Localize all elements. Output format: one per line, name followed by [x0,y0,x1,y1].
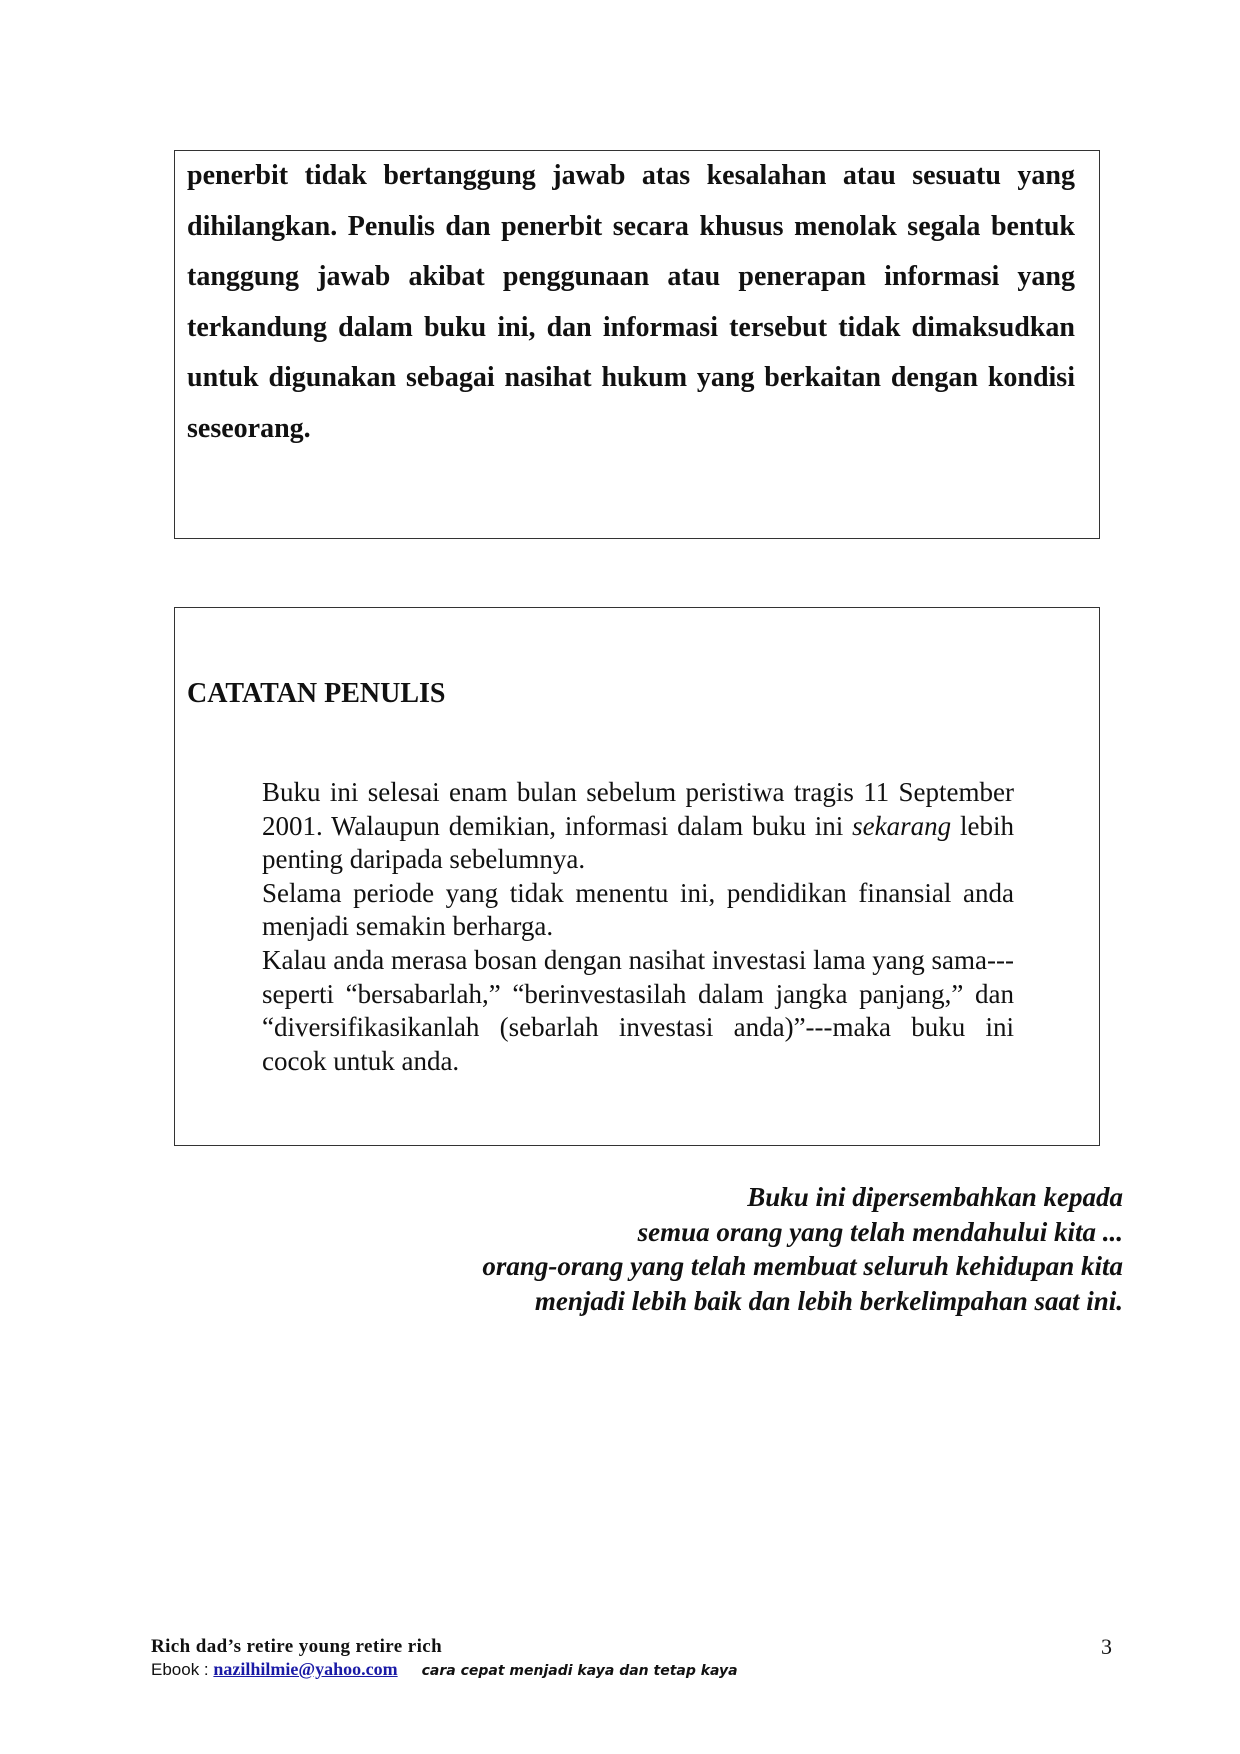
page-number: 3 [1101,1634,1112,1659]
author-note-body [262,776,1014,1078]
footer-book-title: Rich dad’s retire young retire rich [151,1636,443,1657]
author-note-heading: CATATAN PENULIS [187,678,446,709]
email-link[interactable]: nazilhilmie@yahoo.com [213,1659,398,1679]
dedication [223,1180,1123,1318]
dedication-line: Buku ini dipersembahkan kepada [747,1182,1123,1212]
ebook-label: Ebook : [151,1660,214,1679]
author-note-paragraph: Selama periode yang tidak menentu ini, pendidikan finansial anda menjadi semakin berharga. [262,877,1014,942]
note-emphasis: sekarang [852,810,952,841]
note-text: Buku ini selesai enam bulan sebelum peristiwa tragis 11 September 2001. Walaupun demikian, informasi dalam buku ini [262,777,1014,841]
author-note-paragraph: Kalau anda merasa bosan dengan nasihat investasi lama yang sama---seperti “bersabarlah,” “berinvestasilah dalam jangka panjang,” dan “diversifikasikanlah (sebarlah investasi anda)”---maka buku ini cocok untuk anda. [262,944,1014,1076]
author-note-paragraph [262,776,1014,877]
note-text: lebih penting daripada sebelumnya. [262,810,1014,875]
dedication-line: semua orang yang telah mendahului kita ... [637,1216,1123,1247]
disclaimer-text: penerbit tidak bertanggung jawab atas kesalahan atau sesuatu yang dihilangkan. Penulis dan penerbit secara khusus menolak segala bentuk tanggung jawab akibat penggunaan atau penerapan informasi yang terkandung dalam buku ini, dan informasi tersebut tidak dimaksudkan untuk digunakan sebagai nasihat hukum yang berkaitan dengan kondisi seseorang. [187,160,1075,444]
author-note-box [174,607,1100,1146]
disclaimer-box [174,150,1100,539]
dedication-line: menjadi lebih baik dan lebih berkelimpahan saat ini. [534,1285,1123,1316]
footer-tagline: cara cepat menjadi kaya dan tetap kaya [421,1663,738,1679]
footer-ebook-line [151,1658,738,1682]
dedication-line: orang-orang yang telah membuat seluruh kehidupan kita [482,1251,1123,1281]
